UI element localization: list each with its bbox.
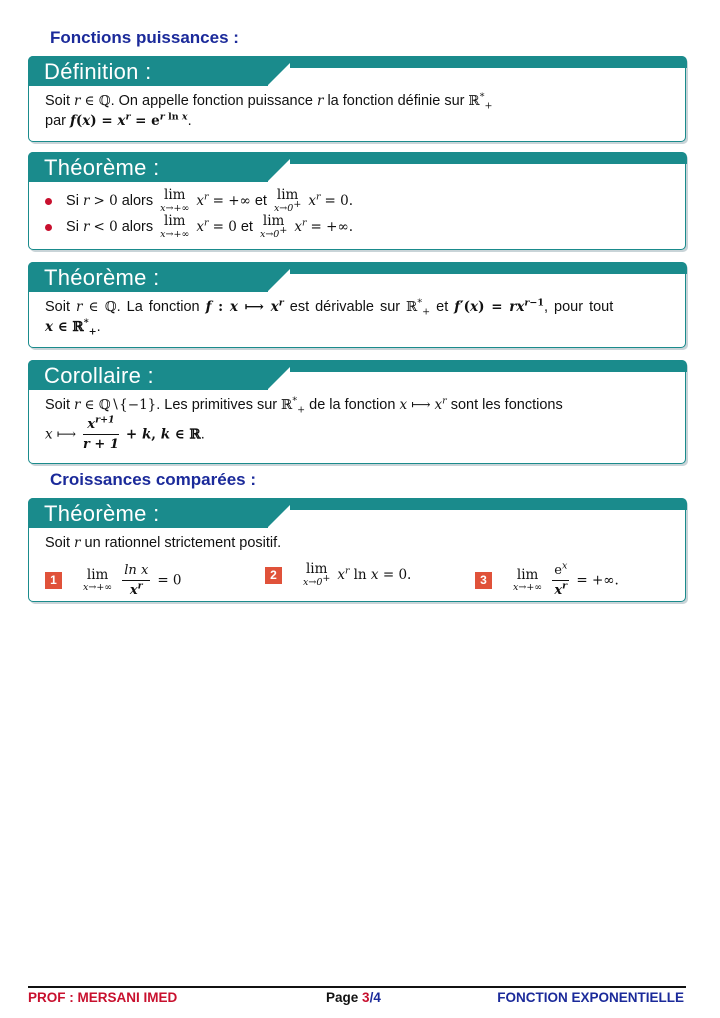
theorem-limits-item-2: Si r < 0 alors lim x→+∞ $x^r = 0$ et lim x→0+ $x^r$ = +∞.	[45, 215, 353, 239]
footer-page-total: /4	[369, 990, 381, 1005]
theorem-growth-item-3: 3 lim x→+∞ $\frac{e^x}{x^r}$ = +∞.	[475, 563, 619, 598]
corollary-box	[28, 360, 686, 464]
theorem-limits-box	[28, 152, 686, 250]
corollary-line-1: Soit r ∈ ℚ∖{−1}. Les primitives sur ℝ*$_+$ de la fonction x ⟼ $x^r$ sont les fonctions	[45, 395, 563, 416]
theorem-limits-item-1: Si r > 0 alors lim x→+∞ $x^r$ = +∞ et lim x→0+ $x^r = 0$.	[45, 189, 353, 213]
theorem-growth-item-2: 2 lim x→0+ $x^r$ ln x = 0.	[265, 563, 411, 587]
corollary-line-2: x ⟼ $\frac{x^{r+1}}{r + 1}$ + k, k ∈ ℝ.	[45, 414, 205, 452]
footer-page: Page 3/4	[326, 990, 381, 1005]
footer-rule	[28, 986, 686, 988]
footer-page-current: 3	[362, 990, 370, 1005]
theorem-growth-box	[28, 498, 686, 602]
bullet-icon	[45, 198, 52, 205]
item-number-badge: 3	[475, 572, 492, 589]
theorem-derivative-line-1: Soit r ∈ ℚ. La fonction f : x ⟼ $x^r$ est dérivable sur ℝ*$_+$ et $f'(x) = rx^{r-1}$, pour tout	[45, 297, 614, 318]
theorem-derivative-title: Théorème :	[44, 265, 160, 290]
section-title-fonctions-puissances: Fonctions puissances :	[50, 28, 239, 47]
bullet-icon	[45, 224, 52, 231]
theorem-limits-header	[28, 152, 687, 182]
theorem-growth-title: Théorème :	[44, 501, 160, 526]
theorem-derivative-line-2: x ∈ ℝ*$_+$.	[45, 317, 101, 338]
item-number-badge: 2	[265, 567, 282, 584]
section-title-croissances-comparees: Croissances comparées :	[50, 470, 256, 489]
theorem-growth-item-1: 1 lim x→+∞ $\frac{\text{ln x}}{x^r}$ = 0	[45, 563, 182, 598]
theorem-limits-title: Théorème :	[44, 155, 160, 180]
definition-box	[28, 56, 686, 142]
footer-topic: FONCTION EXPONENTIELLE	[497, 990, 684, 1005]
corollary-title: Corollaire :	[44, 363, 154, 388]
footer-author: PROF : MERSANI IMED	[28, 990, 178, 1005]
definition-line-1: Soit r ∈ ℚ. On appelle fonction puissance r la fonction définie sur ℝ*$_+$	[45, 91, 493, 112]
theorem-derivative-box	[28, 262, 686, 348]
definition-title: Définition :	[44, 59, 152, 84]
theorem-growth-intro: Soit r un rationnel strictement positif.	[45, 535, 282, 551]
corollary-header	[28, 360, 687, 390]
definition-line-2: par $f(x) = x^r = e^{r ln x}$.	[45, 111, 192, 129]
item-number-badge: 1	[45, 572, 62, 589]
theorem-growth-header	[28, 498, 687, 528]
definition-header	[28, 56, 687, 86]
theorem-derivative-header	[28, 262, 687, 292]
